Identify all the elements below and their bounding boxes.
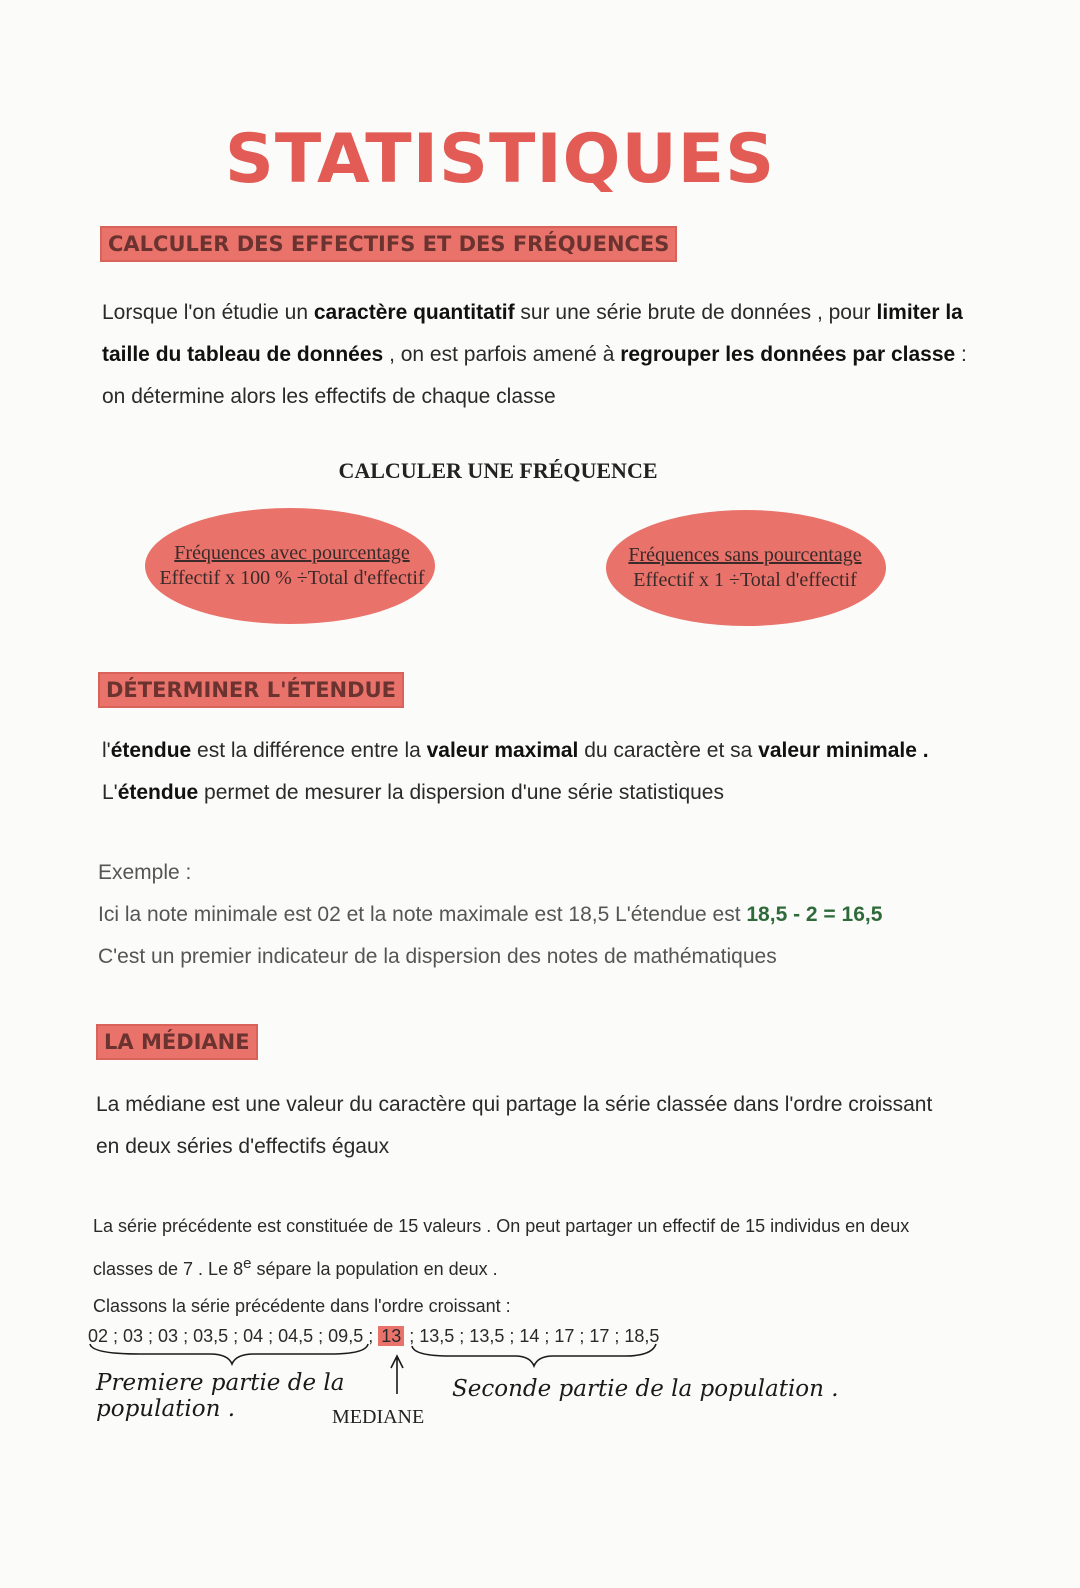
bold-term: valeur minimale . [758, 739, 929, 762]
frequency-without-percent-formula: Effectif x 1 ÷Total d'effectif [633, 569, 857, 591]
frequency-with-percent-title: Fréquences avec pourcentage [174, 542, 410, 564]
text: Ici la note minimale est 02 et la note maximale est 18,5 L'étendue est [98, 903, 747, 926]
etendue-example [98, 852, 1018, 978]
text: permet de mesurer la dispersion d'une série statistiques [198, 781, 724, 804]
bold-term: valeur maximal [426, 739, 579, 762]
text: Lorsque l'on étudie un [102, 301, 314, 324]
brace-second-half [412, 1344, 656, 1366]
text: : on détermine alors les effectifs de chaque classe [102, 343, 967, 408]
bold-term: étendue [110, 739, 192, 762]
series-median-value: 13 [378, 1326, 404, 1346]
etendue-line-2 [102, 772, 1002, 814]
frequency-heading: CALCULER UNE FRÉQUENCE [338, 458, 658, 483]
text: l' [102, 739, 111, 762]
superscript: e [243, 1255, 252, 1272]
section-heading-etendue: DÉTERMINER L'ÉTENDUE [98, 672, 404, 708]
series-first-half: 02 ; 03 ; 03 ; 03,5 ; 04 ; 04,5 ; 09,5 [88, 1326, 364, 1346]
mediane-detail-2: Classons la série précédente dans l'ordre croissant : [93, 1296, 511, 1316]
text: La série précédente est constituée de 15 valeurs . On peut partager un effectif de 15 individus en deux classes de 7 . Le 8 [93, 1216, 910, 1279]
example-calc: 18,5 - 2 = 16,5 [746, 903, 883, 926]
etendue-paragraph [102, 730, 1002, 814]
frequency-without-percent-title: Fréquences sans pourcentage [628, 544, 862, 566]
text: L' [102, 781, 118, 804]
frequency-with-percent-text [142, 541, 442, 591]
median-label: MEDIANE [332, 1406, 425, 1428]
series-separator: ; [404, 1326, 420, 1346]
series-second-half: 13,5 ; 13,5 ; 14 ; 17 ; 17 ; 18,5 [419, 1326, 660, 1346]
frequency-with-percent-formula: Effectif x 100 % ÷Total d'effectif [159, 567, 425, 589]
page-title: STATISTIQUES [224, 120, 776, 199]
series-separator: ; [363, 1326, 379, 1346]
mediane-detail-1 [93, 1208, 963, 1288]
section-heading-effectifs: CALCULER DES EFFECTIFS ET DES FRÉQUENCES [100, 226, 677, 262]
effectifs-paragraph [102, 292, 982, 418]
mediane-paragraph: La médiane est une valeur du caractère qui partage la série classée dans l'ordre croissant en deux séries d'effectifs égaux [96, 1093, 933, 1158]
text: sur une série brute de données , pour [514, 301, 877, 324]
annotation-second-half: Seconde partie de la population . [452, 1376, 839, 1402]
brace-first-half [90, 1344, 368, 1364]
text: , on est parfois amené à [383, 343, 621, 366]
text: sépare la population en deux . [251, 1259, 498, 1279]
frequency-without-percent-text [600, 543, 890, 593]
bold-term: regrouper les données par classe [620, 343, 956, 366]
example-label: Exemple : [98, 861, 192, 884]
annotation-first-half: Premiere partie de la population . [96, 1370, 345, 1422]
bold-term: limiter la taille du tableau de données [102, 301, 963, 366]
etendue-line-1 [102, 730, 1002, 772]
text: est la différence entre la [191, 739, 427, 762]
text: du caractère et sa [578, 739, 759, 762]
example-line-2: C'est un premier indicateur de la dispersion des notes de mathématiques [98, 945, 777, 968]
example-line-1 [98, 894, 1018, 936]
median-arrow [391, 1356, 403, 1394]
mediane-detail [93, 1208, 963, 1325]
bold-term: étendue [117, 781, 199, 804]
bold-term: caractère quantitatif [313, 301, 515, 324]
section-heading-mediane: LA MÉDIANE [96, 1024, 258, 1060]
